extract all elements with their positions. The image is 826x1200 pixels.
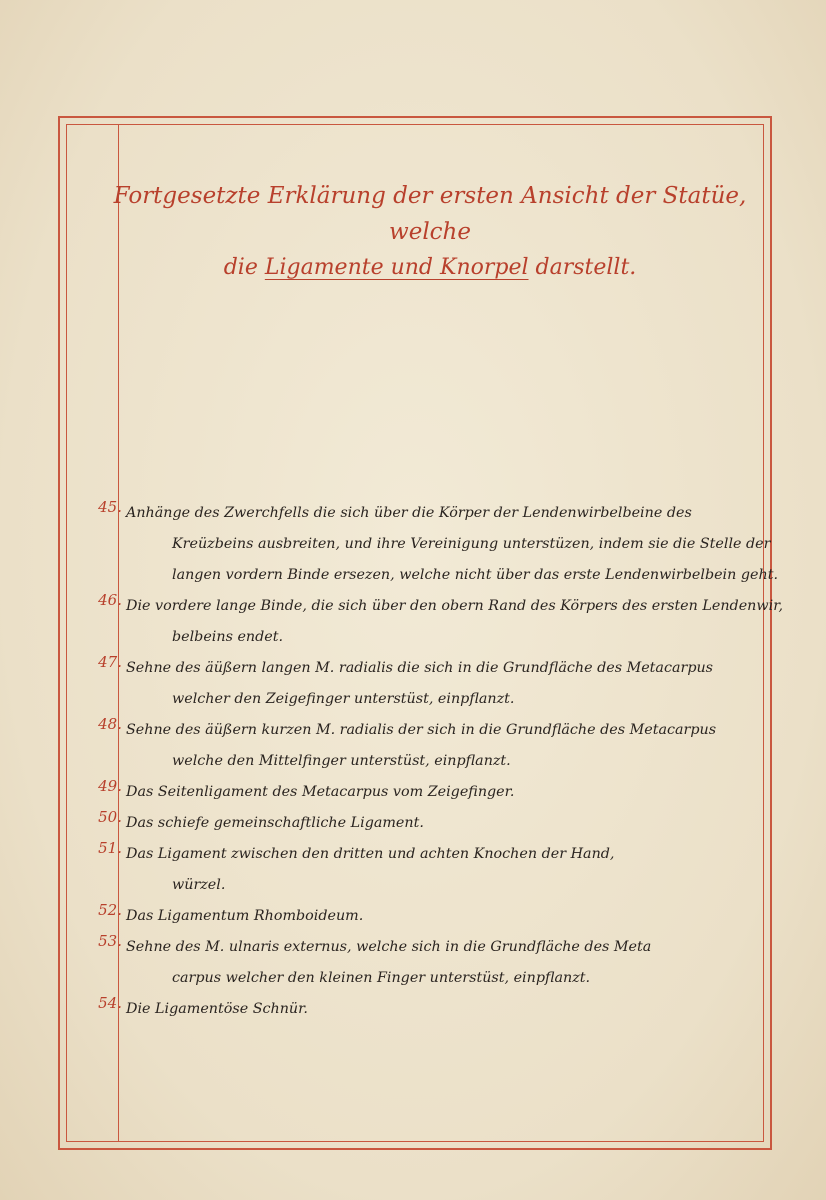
list-item xyxy=(70,932,750,994)
entry-line: langen vordern Binde ersezen, welche nicht über das erste Lendenwirbelbein geht. xyxy=(172,567,778,583)
entry-line: Anhänge des Zwerchfells die sich über die Körper der Lendenwirbelbeine des xyxy=(126,505,692,521)
page-title xyxy=(100,178,760,286)
entry-line: Das Seitenligament des Metacarpus vom Zeigefinger. xyxy=(126,784,515,800)
entry-line: Sehne des M. ulnaris externus, welche sich in die Grundfläche des Meta xyxy=(126,939,652,955)
entry-text xyxy=(126,591,784,653)
list-item xyxy=(70,653,750,715)
entry-line: carpus welcher den kleinen Finger unterstüst, einpflanzt. xyxy=(172,970,591,986)
entry-number: 51. xyxy=(98,839,122,857)
entry-text xyxy=(126,498,778,591)
entry-line: Das Ligamentum Rhomboideum. xyxy=(126,908,364,924)
list-item xyxy=(70,498,778,591)
entry-number: 50. xyxy=(98,808,122,826)
title-line-2-suffix: darstellt. xyxy=(528,255,637,280)
entry-line: belbeins endet. xyxy=(172,629,284,645)
entry-line: Die vordere lange Binde, die sich über den obern Rand des Körpers des ersten Lendenwir, xyxy=(126,598,784,614)
entry-line: Sehne des äüßern langen M. radialis die sich in die Grundfläche des Metacarpus xyxy=(126,660,714,676)
entry-number: 45. xyxy=(98,498,122,516)
entry-text xyxy=(126,901,750,932)
entry-text xyxy=(126,808,750,839)
entry-number: 46. xyxy=(98,591,122,609)
title-line-2 xyxy=(100,250,760,286)
title-line-1: Fortgesetzte Erklärung der ersten Ansicht der Statüe, welche xyxy=(113,183,747,245)
title-line-2-underlined: Ligamente und Knorpel xyxy=(264,255,529,280)
entry-text xyxy=(126,839,750,901)
entry-number: 47. xyxy=(98,653,122,671)
list-item xyxy=(70,591,784,653)
list-item xyxy=(70,808,750,839)
entry-text xyxy=(126,653,750,715)
entry-line: Kreüzbeins ausbreiten, und ihre Vereinigung unterstüzen, indem sie die Stelle der xyxy=(172,536,771,552)
entry-text xyxy=(126,932,750,994)
entry-line: Sehne des äüßern kurzen M. radialis der sich in die Grundfläche des Metacarpus xyxy=(126,722,717,738)
entry-number: 49. xyxy=(98,777,122,795)
list-item xyxy=(70,715,750,777)
entry-text xyxy=(126,994,750,1025)
entry-line: welcher den Zeigefinger unterstüst, einpflanzt. xyxy=(172,691,515,707)
entry-text xyxy=(126,715,750,777)
entry-number: 52. xyxy=(98,901,122,919)
entry-line: Das schiefe gemeinschaftliche Ligament. xyxy=(126,815,424,831)
list-item xyxy=(70,777,750,808)
entry-number: 48. xyxy=(98,715,122,733)
entry-list xyxy=(70,498,784,1025)
entry-line: würzel. xyxy=(172,877,226,893)
entry-line: Das Ligament zwischen den dritten und achten Knochen der Hand, xyxy=(126,846,615,862)
list-item xyxy=(70,994,750,1025)
list-item xyxy=(70,839,750,901)
entry-number: 54. xyxy=(98,994,122,1012)
list-item xyxy=(70,901,750,932)
title-line-2-prefix: die xyxy=(223,255,265,280)
entry-line: Die Ligamentöse Schnür. xyxy=(126,1001,308,1017)
entry-text xyxy=(126,777,750,808)
entry-line: welche den Mittelfinger unterstüst, einpflanzt. xyxy=(172,753,511,769)
entry-number: 53. xyxy=(98,932,122,950)
